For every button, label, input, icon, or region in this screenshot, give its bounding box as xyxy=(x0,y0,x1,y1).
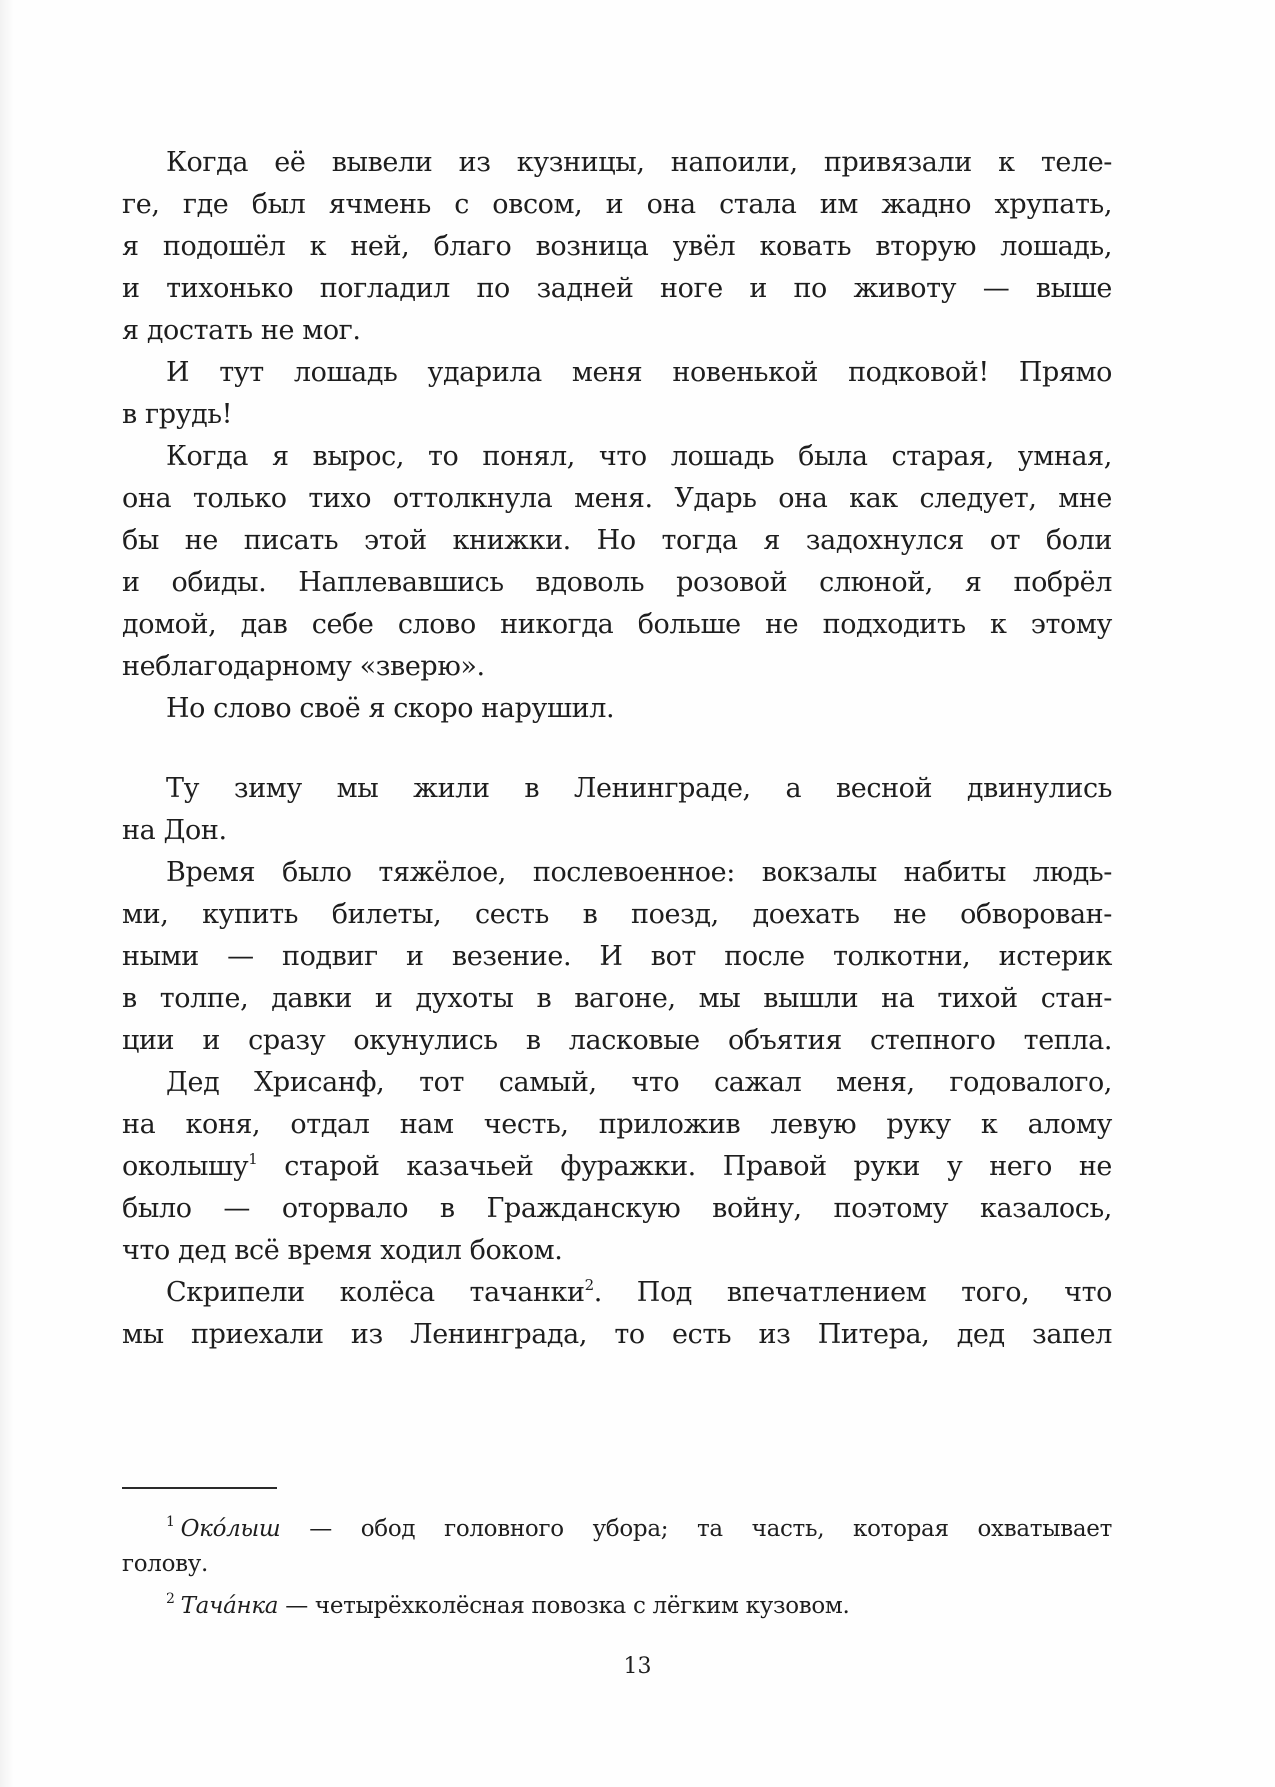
text-line: в толпе, давки и духоты в вагоне, мы вышли на тихой стан- xyxy=(122,983,1112,1014)
section-break xyxy=(122,730,1112,768)
text-line: я подошёл к ней, благо возница увёл ковать вторую лошадь, xyxy=(122,231,1112,262)
text-line: мы приехали из Ленинграда, то есть из Питера, дед запел xyxy=(122,1319,1112,1350)
text-line: на Дон. xyxy=(122,815,227,846)
footnotes xyxy=(122,1505,1112,1624)
text-line xyxy=(122,1272,1112,1314)
text-fragment: . Под впечатлением того, что xyxy=(593,1277,1112,1308)
paragraph xyxy=(122,1062,1112,1272)
paragraph xyxy=(122,688,1112,730)
text-fragment: околышу xyxy=(122,1151,249,1182)
text-line: бы не писать этой книжки. Но тогда я задохнулся от боли xyxy=(122,525,1112,556)
footnote-text: — обод головного убора; та часть, которая охватывает xyxy=(280,1516,1112,1542)
text-line: Но слово своё я скоро нарушил. xyxy=(166,693,615,724)
text-line xyxy=(122,1146,1112,1188)
page-number: 13 xyxy=(623,1654,652,1679)
text-line: И тут лошадь ударила меня новенькой подковой! Прямо xyxy=(166,357,1112,388)
page-edge-shadow xyxy=(0,0,14,1787)
paragraph xyxy=(122,1272,1112,1356)
footnote-2 xyxy=(122,1582,1112,1624)
text-fragment: Скрипели колёса тачанки xyxy=(166,1277,585,1308)
text-line: я достать не мог. xyxy=(122,315,361,346)
footnote-ref-2[interactable]: 2 xyxy=(584,1276,594,1294)
body-text xyxy=(122,142,1112,1356)
text-fragment: старой казачьей фуражки. Правой руки у него не xyxy=(257,1151,1112,1182)
text-line: что дед всё время ходил боком. xyxy=(122,1235,563,1266)
text-line: Время было тяжёлое, послевоенное: вокзалы набиты людь- xyxy=(166,857,1112,888)
text-line: Когда её вывели из кузницы, напоили, привязали к теле- xyxy=(166,147,1112,178)
paragraph xyxy=(122,852,1112,1062)
footnote-line: голову. xyxy=(122,1551,209,1577)
text-line: неблагодарному «зверю». xyxy=(122,651,485,682)
footnote-text: — четырёхколёсная повозка с лёгким кузовом. xyxy=(278,1593,850,1619)
text-line: она только тихо оттолкнула меня. Ударь она как следует, мне xyxy=(122,483,1112,514)
text-line: домой, дав себе слово никогда больше не подходить к этому xyxy=(122,609,1112,640)
footnote-number: 2 xyxy=(166,1591,175,1607)
text-line: Дед Хрисанф, тот самый, что сажал меня, годовалого, xyxy=(166,1067,1112,1098)
text-line: ции и сразу окунулись в ласковые объятия степного тепла. xyxy=(122,1025,1112,1056)
text-line: было — оторвало в Гражданскую войну, поэтому казалось, xyxy=(122,1193,1112,1224)
footnote-number: 1 xyxy=(166,1514,175,1530)
paragraph xyxy=(122,142,1112,352)
paragraph xyxy=(122,436,1112,688)
text-line: и обиды. Наплевавшись вдоволь розовой слюной, я побрёл xyxy=(122,567,1112,598)
text-line: ге, где был ячмень с овсом, и она стала им жадно хрупать, xyxy=(122,189,1112,220)
footnote-separator xyxy=(122,1487,277,1489)
text-line: Когда я вырос, то понял, что лошадь была старая, умная, xyxy=(166,441,1112,472)
footnote-1 xyxy=(122,1505,1112,1582)
footnote-line xyxy=(122,1582,1112,1624)
text-line: ными — подвиг и везение. И вот после толкотни, истерик xyxy=(122,941,1112,972)
paragraph xyxy=(122,352,1112,436)
footnote-term: Тача́нка xyxy=(180,1593,279,1619)
footnote-line xyxy=(122,1505,1112,1547)
text-line: в грудь! xyxy=(122,399,233,430)
footnote-term: Око́лыш xyxy=(180,1516,281,1542)
footnote-ref-1[interactable]: 1 xyxy=(248,1150,258,1168)
text-line: Ту зиму мы жили в Ленинграде, а весной двинулись xyxy=(166,773,1112,804)
text-line: и тихонько погладил по задней ноге и по животу — выше xyxy=(122,273,1112,304)
paragraph xyxy=(122,768,1112,852)
text-line: на коня, отдал нам честь, приложив левую руку к алому xyxy=(122,1109,1112,1140)
text-line: ми, купить билеты, сесть в поезд, доехать не обворован- xyxy=(122,899,1112,930)
